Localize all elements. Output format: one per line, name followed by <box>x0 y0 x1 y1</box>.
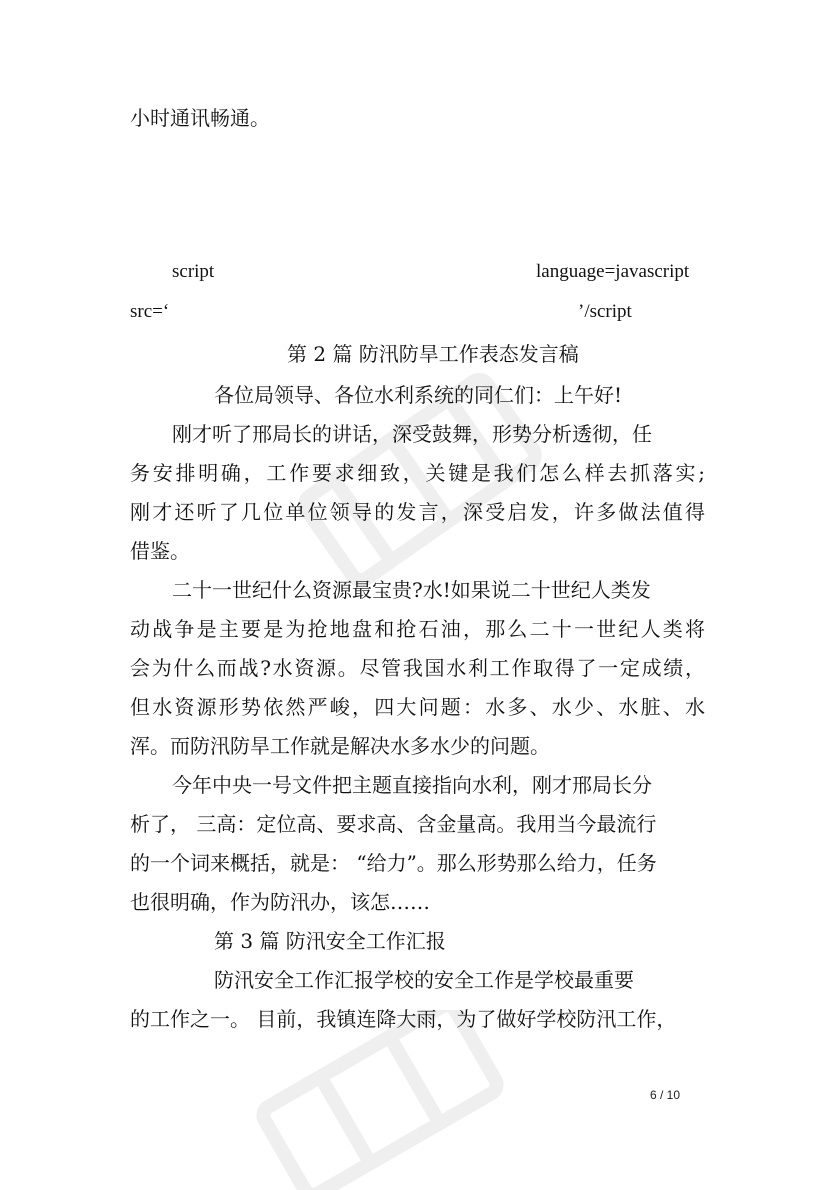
section2-heading: 第 2 篇 防汛防旱工作表态发言稿 <box>287 342 579 366</box>
watermark-logo-bottom <box>230 1010 530 1190</box>
section2-para2-line: 但水资源形势依然严峻，四大问题：水多、水少、水脏、水 <box>130 695 705 719</box>
section2-para3-line: 也很明确，作为防汛办，该怎…… <box>130 890 430 914</box>
script-tag-left: script <box>172 261 215 282</box>
section2-para3-line: 的一个词来概括，就是： “给力”。那么形势那么给力，任务 <box>130 851 657 875</box>
section2-para3-line: 析了， 三高：定位高、要求高、含金量高。我用当今最流行 <box>130 812 657 836</box>
section3-para1-line: 防汛安全工作汇报学校的安全工作是学校最重要 <box>214 968 634 992</box>
section2-para1-line: 刚才还听了几位单位领导的发言，深受启发，许多做法值得 <box>130 500 705 524</box>
section3-para1-line: 的工作之一。 目前，我镇连降大雨，为了做好学校防汛工作， <box>130 1007 677 1031</box>
script-src-right: ’/script <box>578 301 632 322</box>
section2-para2-line: 浑。而防汛防旱工作就是解决水多水少的问题。 <box>130 734 550 758</box>
section2-para2-line: 会为什么而战?水资源。尽管我国水利工作取得了一定成绩， <box>130 656 705 680</box>
section2-greeting: 各位局领导、各位水利系统的同仁们：上午好! <box>214 383 623 407</box>
section3-heading: 第 3 篇 防汛安全工作汇报 <box>214 929 446 953</box>
section2-para1-line: 务安排明确，工作要求细致，关键是我们怎么样去抓落实; <box>130 461 705 485</box>
page-number: 6 / 10 <box>650 1088 681 1102</box>
script-src-left: src=‘ <box>130 301 170 322</box>
intro-tail-line: 小时通讯畅通。 <box>130 106 270 130</box>
section2-para3-line: 今年中央一号文件把主题直接指向水利，刚才邢局长分 <box>172 773 652 797</box>
section2-para1-line: 借鉴。 <box>130 539 190 563</box>
script-tag-right: language=javascript <box>536 261 690 282</box>
section2-para1-line: 刚才听了邢局长的讲话，深受鼓舞，形势分析透彻，任 <box>172 422 652 446</box>
section2-para2-line: 动战争是主要是为抢地盘和抢石油，那么二十一世纪人类将 <box>130 617 705 641</box>
section2-para2-line: 二十一世纪什么资源最宝贵?水!如果说二十世纪人类发 <box>172 578 651 602</box>
